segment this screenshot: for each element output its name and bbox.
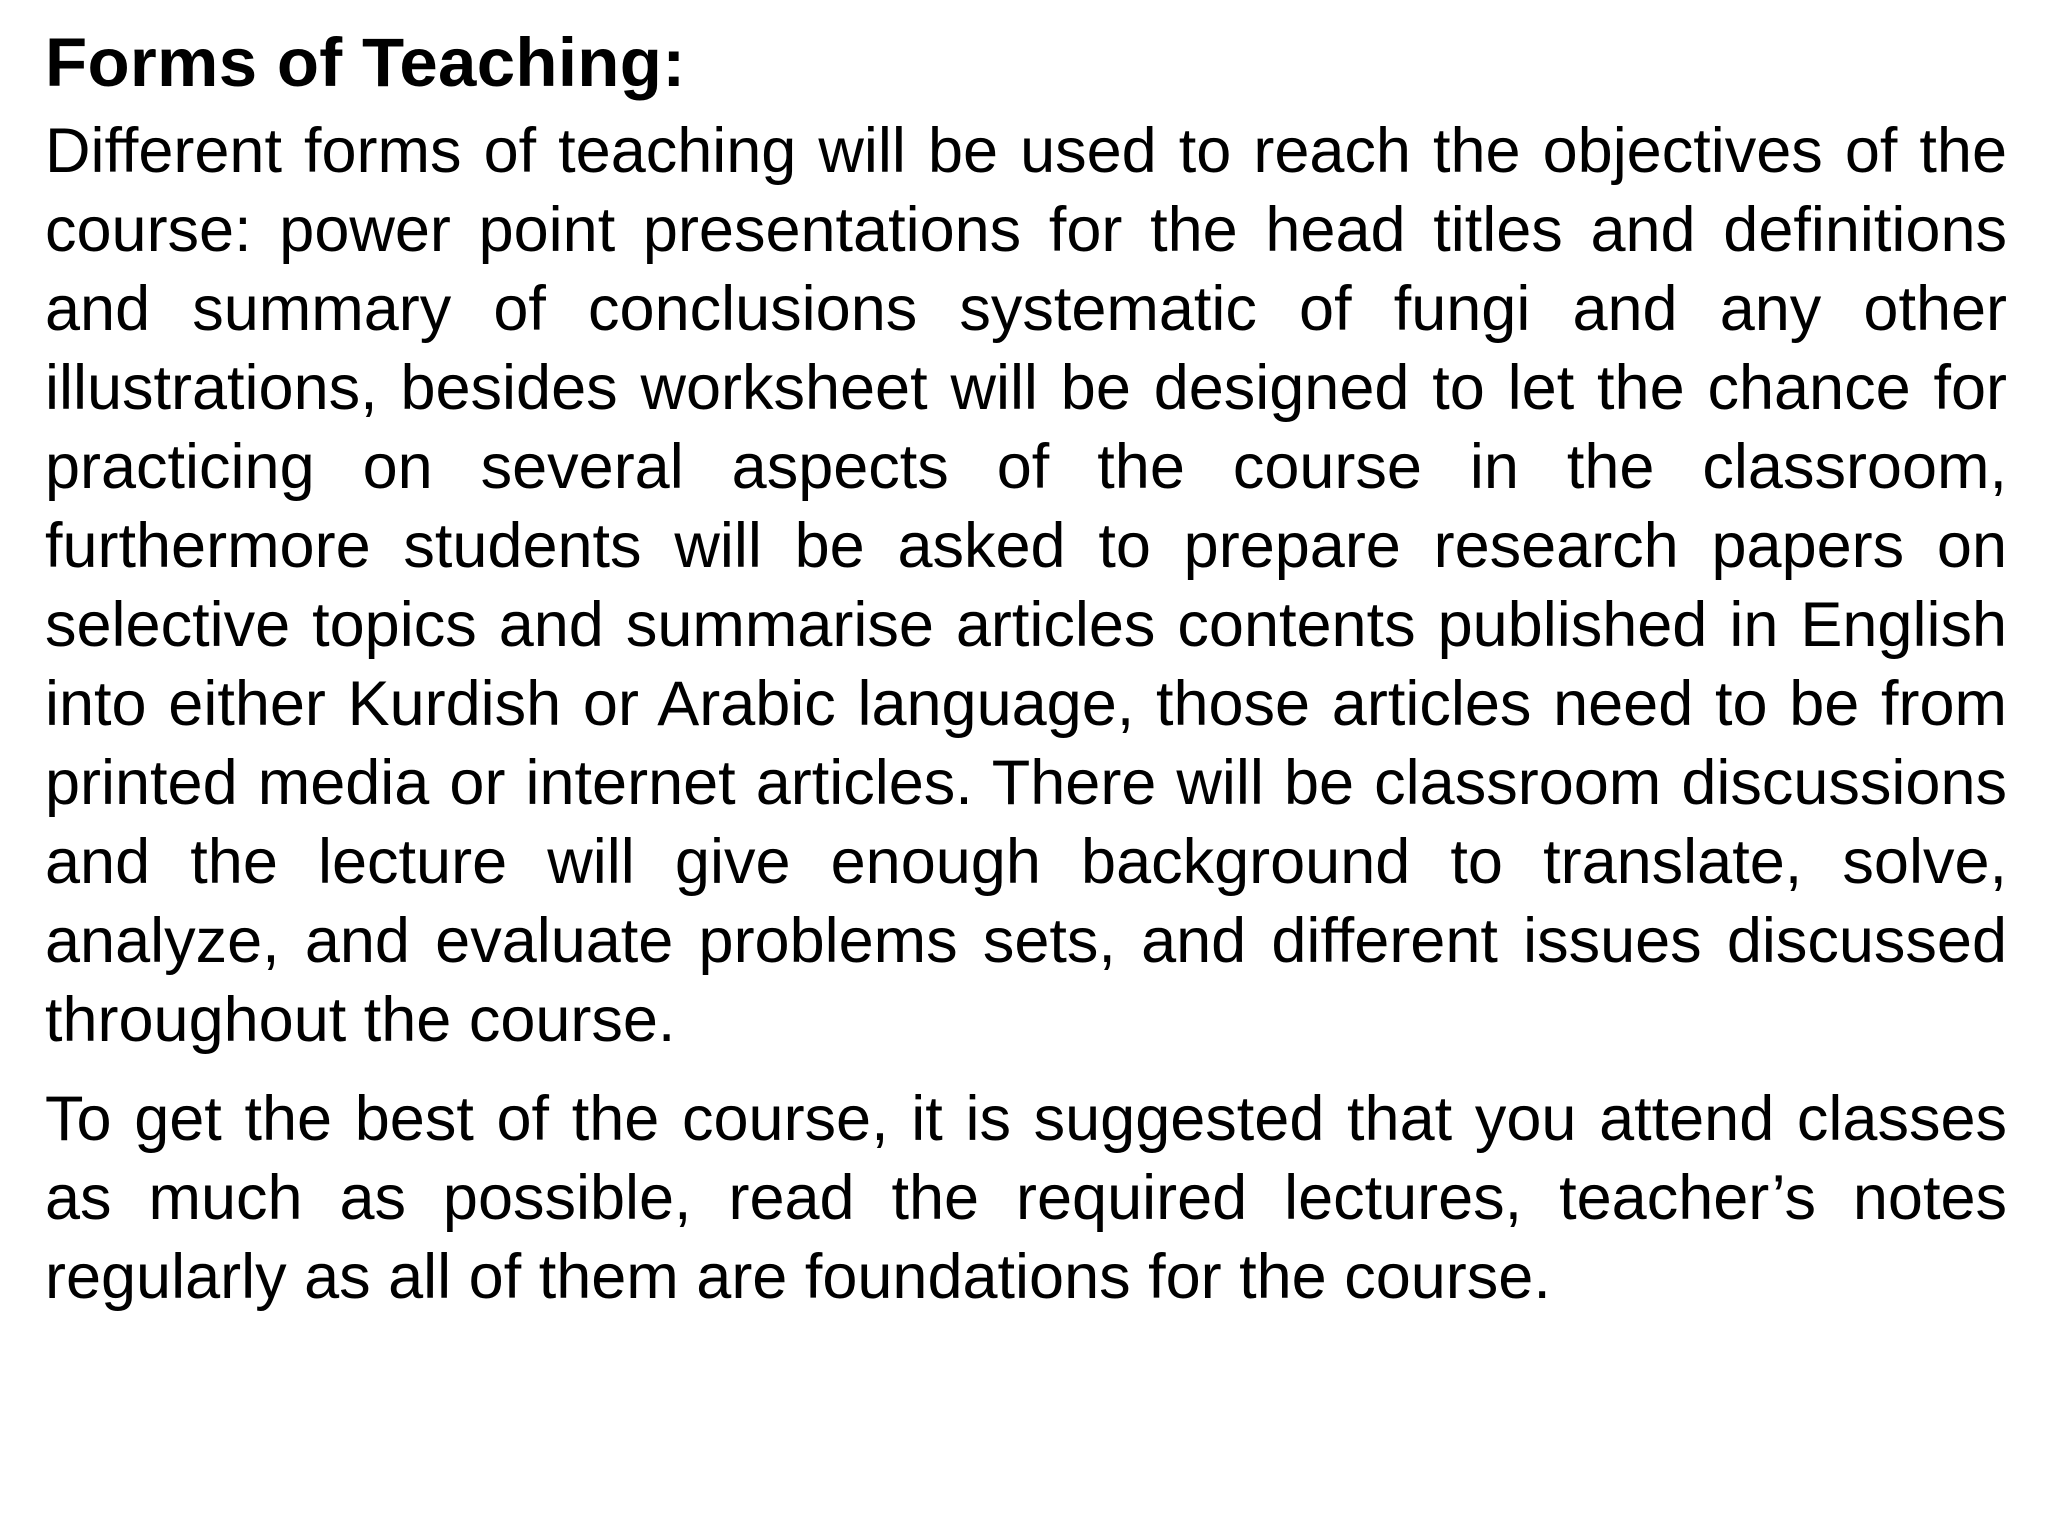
paragraph-teaching-forms: Different forms of teaching will be used to reach the objectives of the course: power point presentations for the head titles and definitions and summary of conclusions systematic of fungi and any other illustrations, besides worksheet will be designed to let the chance for practicing on several aspects of the course in the classroom, furthermore students will be asked to prepare research papers on selective topics and summarise articles contents published in English into either Kurdish or Arabic language, those articles need to be from printed media or internet articles. There will be classroom discussions and the lecture will give enough background to translate, solve, analyze, and evaluate problems sets, and different issues discussed throughout the course.	[45, 116, 2007, 1055]
paragraph-course-advice: To get the best of the course, it is suggested that you attend classes as much as possible, read the required lectures, teacher’s notes regularly as all of them are foundations for the course.	[45, 1084, 2007, 1312]
section-heading: Forms of Teaching:	[45, 24, 686, 101]
document-page	[45, 22, 2007, 1317]
